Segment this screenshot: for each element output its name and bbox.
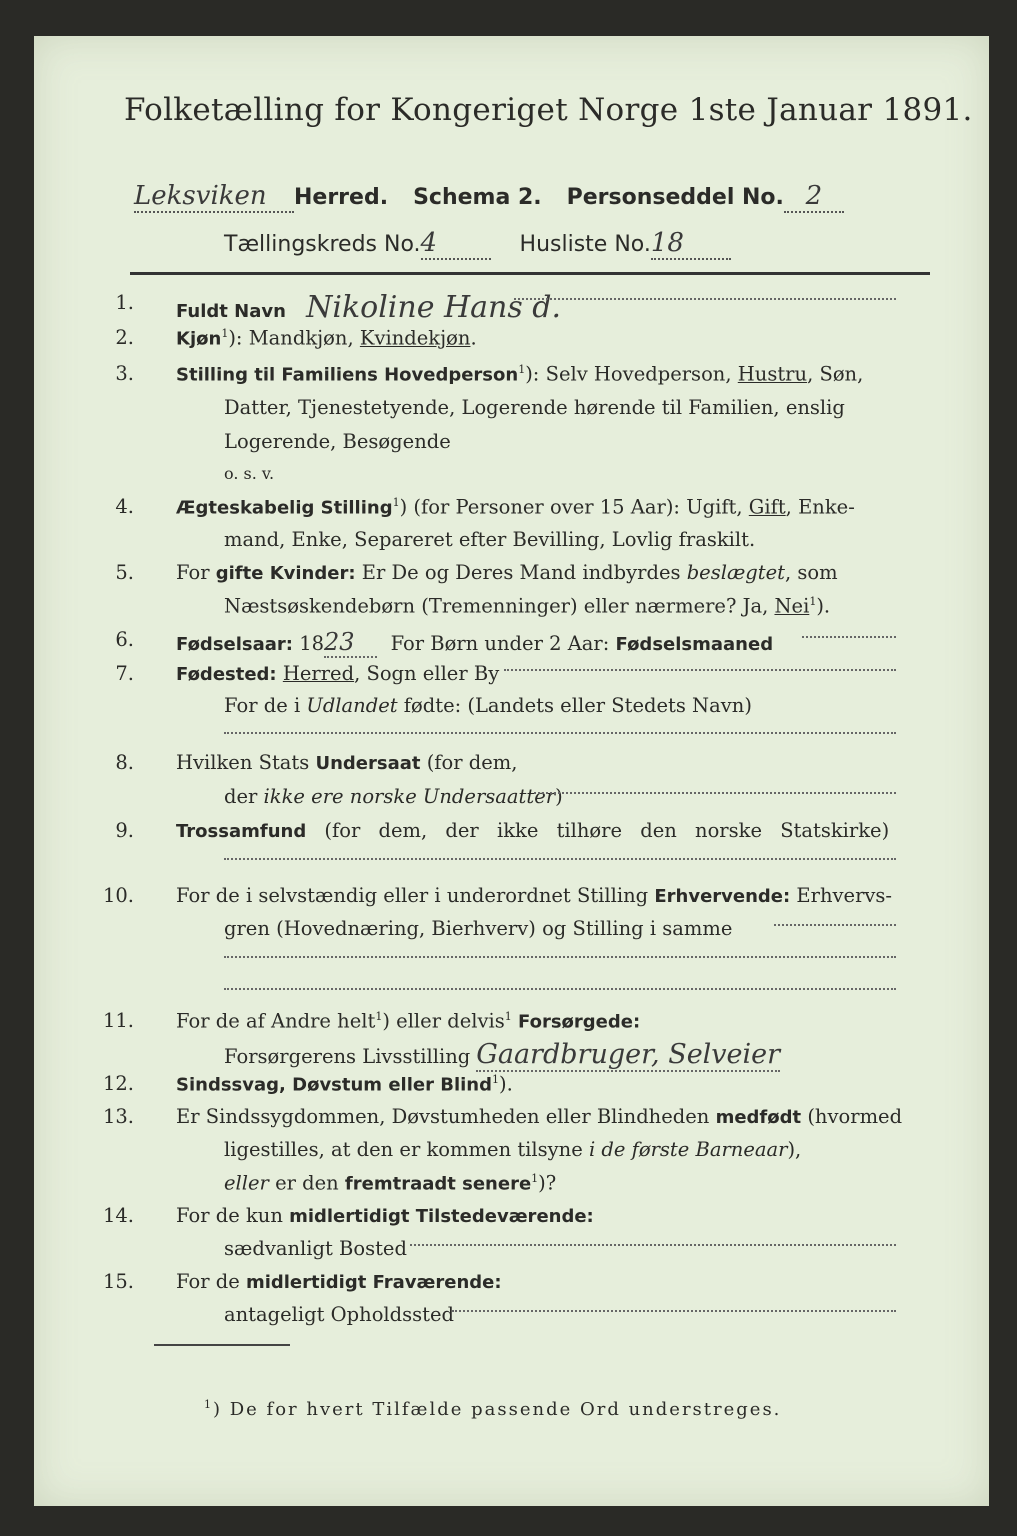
item-number: 14. — [102, 1204, 134, 1227]
item-label: Fødselsmaaned — [615, 634, 774, 655]
item-text: , som — [785, 561, 838, 584]
item-text: , Enke- — [785, 495, 855, 519]
item-text: (for dem, — [420, 751, 518, 774]
item-text: For Børn under 2 Aar: — [390, 632, 616, 655]
item-number: 7. — [115, 662, 134, 685]
italic-text: Udlandet — [306, 694, 398, 717]
kreds-line — [224, 228, 731, 260]
personseddel-label: Personseddel No. — [566, 185, 784, 210]
item-label: midlertidigt Fraværende: — [245, 1272, 502, 1293]
item-number: 15. — [102, 1270, 134, 1293]
item-text: ) eller delvis — [382, 1009, 505, 1033]
fill-line — [452, 1310, 896, 1312]
footnote-text: ) De for hvert Tilfælde passende Ord understreges. — [213, 1399, 782, 1420]
underlined-choice: Hustru — [737, 362, 808, 386]
herred-value: Leksviken — [134, 181, 294, 213]
item-number: 11. — [102, 1009, 134, 1032]
item-text: Er De og Deres Mand indbyrdes — [355, 561, 687, 584]
provider-occupation-value: Gaardbruger, Selveier — [476, 1039, 781, 1070]
kreds-label: Tællingskreds No. — [224, 232, 421, 257]
underlined-choice: Kvindekjøn — [359, 326, 471, 350]
item-number: 12. — [102, 1072, 134, 1095]
kreds-value: 4 — [421, 228, 491, 260]
italic-text: eller — [224, 1171, 269, 1195]
fill-line — [802, 636, 896, 638]
item-text: (for dem, der ikke tilhøre den norske Statskirke) — [306, 819, 890, 842]
item-text: fødte: (Landets eller Stedets Navn) — [397, 694, 752, 717]
fill-line — [224, 858, 896, 860]
item-label: midlertidigt Tilstedeværende: — [289, 1206, 594, 1227]
underlined-choice: Gift — [748, 495, 786, 519]
item-text: Er Sindssygdommen, Døvstumheden eller Blindheden — [176, 1105, 716, 1128]
item-text: . — [470, 326, 477, 350]
item-text: ): Mandkjøn, — [228, 326, 360, 350]
personseddel-value: 2 — [784, 181, 844, 213]
item-10-line-2: gren (Hovednæring, Bierhverv) og Stilling i samme — [224, 917, 733, 940]
husliste-value: 18 — [651, 228, 731, 260]
item-text: Forsørgerens Livsstilling — [224, 1045, 471, 1068]
item-text: ). — [498, 1072, 513, 1096]
fill-line — [224, 988, 896, 990]
item-label: fremtraadt senere — [344, 1173, 532, 1195]
item-label: Undersaat — [315, 753, 421, 774]
fill-line — [534, 792, 896, 794]
item-text: ) (for Personer over 15 Aar): Ugift, — [399, 495, 749, 519]
item-number: 10. — [102, 884, 134, 907]
item-text: ligestilles, at den er kommen tilsyne — [224, 1138, 589, 1161]
item-label: Ægteskabelig Stilling — [176, 497, 393, 519]
item-label: Kjøn — [176, 328, 222, 350]
item-text: For — [176, 561, 216, 584]
item-label: Erhvervende: — [654, 886, 791, 907]
full-name-value: Nikoline Hans d. — [306, 290, 562, 325]
footnote-mark: 1 — [204, 1398, 213, 1411]
census-form-sheet: Folketælling for Kongeriget Norge 1ste Januar 1891. Leksviken Herred. Schema 2. Personseddel No. 2 Tællingskreds No.4 Husliste No.18 1. Fuldt Navn Nikoline Hans d. 2. Kjøn$^1$): Mandkjøn, Kvindekjøn. 3. Stilling til Familiens Hovedperson$^1$): Selv Hovedperson, Hustru, Søn, Datter, Tjenestetyende, Logerende hørende til Familien, enslig Logerende, Besøgende o. s. v. 4. Ægteskabelig Stilling$^1$) (for Personer over 15 Aar): Ugift, Gift, Enke- mand, Enke, Separeret efter Bevilling, Lovlig fraskilt. 5. For gifte Kvinder: Er De og Deres Mand indbyrdes beslægtet, som Næstsøskendebørn (Tremenninger) eller nærmere? Ja, Nei$^1$). 6. Fødselsaar: 1823 For Børn under 2 Aar: Fødselsmaaned 7. Fødested: Herred, Sogn eller By For de i Udlandet fødte: (Landets eller Stedets Navn) 8. Hvilken Stats Undersaat (for dem, der ikke ere norske Undersaatter) 9. Trossamfund (for dem, der ikke tilhøre den norske Statskirke) 10. For de i selvstændig eller i underordnet Stilling Erhvervende: Erhvervs- gren (Hovednæring, Bierhverv) og Stilling i samme 11. For de af Andre helt$^1$) eller delvis$^1$ Forsørgede: Forsørgerens Livsstilling Gaardbruger, Selveier 12. Sindssvag, Døvstum eller Blind$^1$). 13. Er Sindssygdommen, Døvstumheden eller Blindheden medfødt (hvormed ligestilles, at den er kommen tilsyne i de første Barneaar), eller er den fremtraadt senere$^1$)? 14. For de kun midlertidigt Tilstedeværende: sædvanligt Bosted 15. For de midlertidigt Fraværende: antageligt Opholdssted $^1$) De for hvert Tilfælde passende Ord understreges. — [34, 36, 989, 1506]
item-text: er den — [268, 1171, 345, 1195]
item-number: 3. — [115, 362, 134, 385]
item-13-line-2 — [224, 1140, 801, 1160]
item-label: Forsørgede: — [511, 1011, 641, 1033]
item-label: gifte Kvinder: — [215, 563, 356, 584]
footnote-rule — [154, 1344, 290, 1346]
item-5-line-2: Næstsøskendebørn (Tremenninger) eller nærmere? Ja, Nei$^1$). — [224, 594, 831, 618]
item-label: Trossamfund — [176, 821, 307, 842]
item-number: 8. — [115, 751, 134, 774]
item-text: Hvilken Stats — [176, 751, 316, 774]
item-number: 2. — [115, 326, 134, 349]
item-text: Erhvervs- — [790, 884, 893, 907]
item-label: Fødested: — [176, 664, 277, 685]
item-text: For de — [176, 1270, 246, 1293]
fill-line — [504, 669, 896, 671]
item-11-line-2 — [224, 1041, 780, 1068]
fill-line — [410, 1244, 896, 1246]
item-14-line-2: sædvanligt Bosted — [224, 1237, 407, 1260]
fill-line — [774, 924, 896, 926]
item-8-line-2 — [224, 787, 563, 807]
schema-label: Schema 2. — [413, 185, 542, 210]
item-number: 4. — [115, 495, 134, 518]
fill-line — [514, 298, 896, 300]
item-text: For de i — [224, 694, 307, 717]
item-number: 6. — [115, 628, 134, 651]
underlined-choice: Herred — [282, 662, 355, 685]
footnote-ref: 1 — [221, 327, 229, 340]
italic-text: ikke ere norske Undersaatter — [263, 785, 556, 808]
husliste-label: Husliste No. — [519, 232, 651, 257]
item-3-line-4: o. s. v. — [224, 464, 275, 483]
item-label: Fuldt Navn — [176, 301, 286, 322]
item-3-line-3: Logerende, Besøgende — [224, 430, 451, 453]
item-4-line-2: mand, Enke, Separeret efter Bevilling, Lovlig fraskilt. — [224, 528, 756, 551]
item-text: der — [224, 785, 264, 808]
italic-text: i de første Barneaar — [588, 1138, 788, 1161]
item-text: , Sogn eller By — [354, 662, 500, 685]
item-text: ) — [555, 785, 563, 808]
item-number: 9. — [115, 819, 134, 842]
herred-line — [134, 181, 844, 213]
item-text: Næstsøskendebørn (Tremenninger) eller nærmere? Ja, — [224, 594, 775, 618]
item-number: 13. — [102, 1105, 134, 1128]
item-text: ): Selv Hovedperson, — [525, 362, 738, 386]
item-label: Stilling til Familiens Hovedperson — [176, 364, 519, 386]
item-text: )? — [538, 1171, 557, 1195]
item-text: ), — [787, 1138, 802, 1161]
item-text: (hvormed — [801, 1105, 903, 1128]
item-text: For de kun — [176, 1204, 290, 1227]
item-13-line-3: eller er den fremtraadt senere$^1$)? — [224, 1171, 557, 1195]
fill-line — [224, 956, 896, 958]
item-text: , Søn, — [807, 362, 864, 386]
item-label: Fødselsaar: — [176, 634, 293, 655]
item-7-line-2 — [224, 696, 752, 716]
header-rule — [130, 272, 930, 275]
form-title: Folketælling for Kongeriget Norge 1ste Januar 1891. — [124, 92, 973, 128]
item-text: ). — [816, 594, 831, 618]
item-label: medfødt — [715, 1107, 802, 1128]
item-15-line-2: antageligt Opholdssted — [224, 1303, 455, 1326]
italic-text: beslægtet — [686, 561, 785, 584]
item-text: For de af Andre helt — [176, 1009, 376, 1033]
birth-year-value: 23 — [324, 628, 377, 658]
item-label: Sindssvag, Døvstum eller Blind — [176, 1074, 492, 1096]
herred-label: Herred. — [294, 185, 389, 210]
item-text: For de i selvstændig eller i underordnet Stilling — [176, 884, 655, 907]
item-3-line-2: Datter, Tjenestetyende, Logerende hørende til Familien, enslig — [224, 396, 845, 419]
underlined-choice: Nei — [774, 594, 810, 618]
item-text: 18 — [293, 632, 325, 655]
footnote — [204, 1398, 781, 1420]
fill-line — [224, 732, 896, 734]
item-number: 1. — [115, 291, 134, 314]
item-number: 5. — [115, 561, 134, 584]
